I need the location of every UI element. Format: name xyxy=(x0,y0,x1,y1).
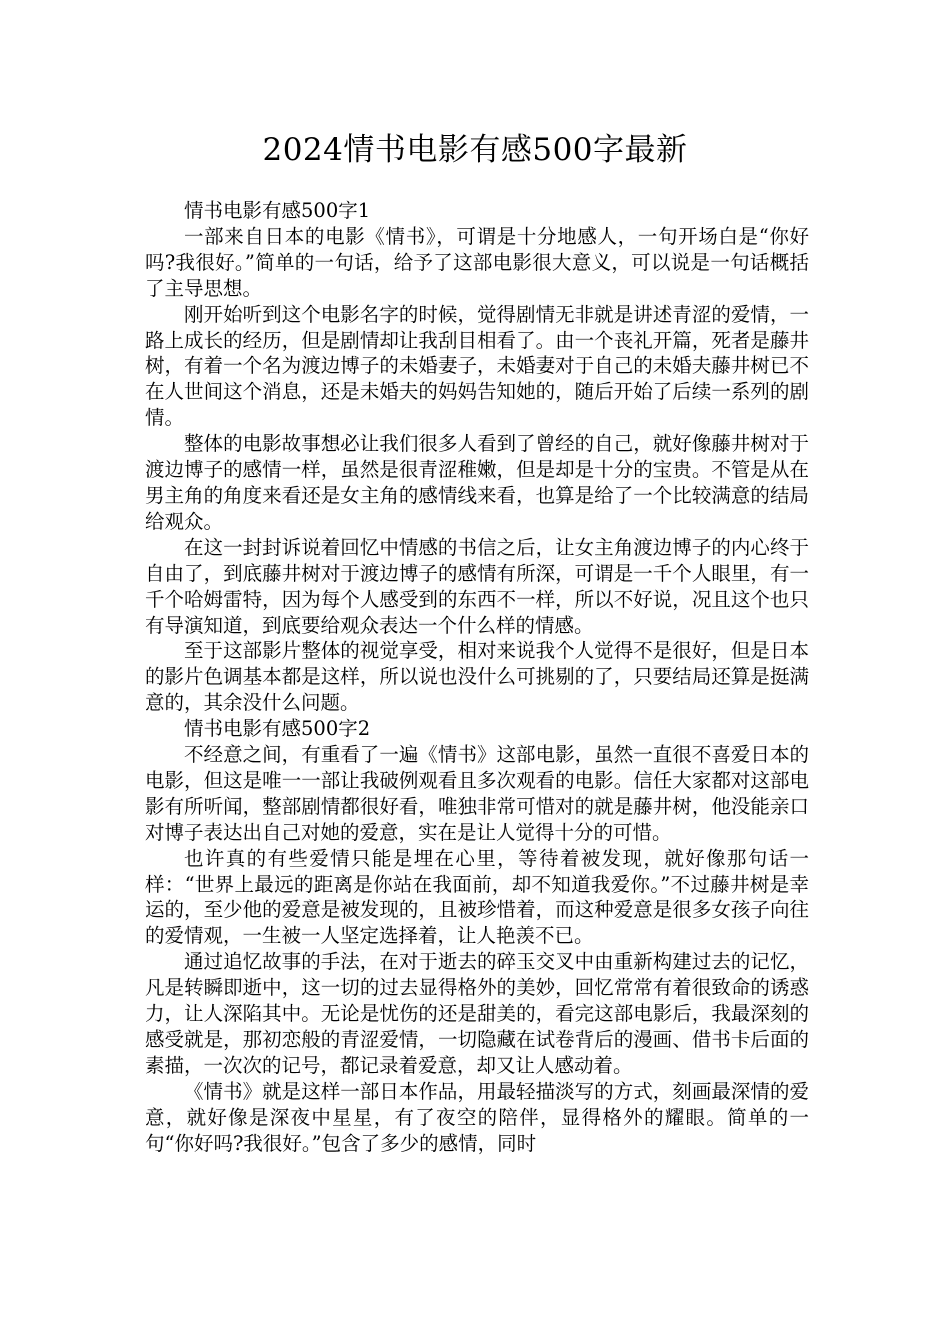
paragraph: 也许真的有些爱情只能是埋在心里，等待着被发现，就好像那句话一样：“世界上最远的距离是你站在我面前，却不知道我爱你。”不过藤井树是幸运的，至少他的爱意是被发现的，且被珍惜着，而这种爱意是很多女孩子向往的爱情观，一生被一人坚定选择着，让人艳羡不已。 xyxy=(145,846,809,948)
paragraph: 通过追忆故事的手法，在对于逝去的碎玉交叉中由重新构建过去的记忆，凡是转瞬即逝中，这一切的过去显得格外的美妙，回忆常常有着很致命的诱惑力，让人深陷其中。无论是忧伤的还是甜美的，看完这部电影后，我最深刻的感受就是，那初恋般的青涩爱情，一切隐藏在试卷背后的漫画、借书卡后面的素描，一次次的记号，都记录着爱意，却又让人感动着。 xyxy=(145,950,809,1077)
paragraph: 不经意之间，有重看了一遍《情书》这部电影，虽然一直很不喜爱日本的电影，但这是唯一一部让我破例观看且多次观看的电影。信任大家都对这部电影有所听闻，整部剧情都很好看，唯独非常可惜对的就是藤井树，他没能亲口对博子表达出自己对她的爱意，实在是让人觉得十分的可惜。 xyxy=(145,743,809,844)
document-body xyxy=(145,198,809,1157)
paragraph: 刚开始听到这个电影名字的时候，觉得剧情无非就是讲述青涩的爱情，一路上成长的经历，但是剧情却让我刮目相看了。由一个丧礼开篇，死者是藤井树，有着一个名为渡边博子的未婚妻子，未婚妻对于自己的未婚夫藤井树已不在人世间这个消息，还是未婚夫的妈妈告知她的，随后开始了后续一系列的剧情。 xyxy=(145,302,809,430)
paragraph: 《情书》就是这样一部日本作品，用最轻描淡写的方式，刻画最深情的爱意，就好像是深夜中星星，有了夜空的陪伴，显得格外的耀眼。简单的一句“你好吗?我很好。”包含了多少的感情，同时 xyxy=(145,1079,809,1155)
section-heading: 情书电影有感500字1 xyxy=(184,199,371,222)
page-title: 2024情书电影有感500字最新 xyxy=(262,132,688,168)
paragraph: 一部来自日本的电影《情书》，可谓是十分地感人，一句开场白是“你好吗?我很好。”简单的一句话，给予了这部电影很大意义，可以说是一句话概括了主导思想。 xyxy=(145,224,809,300)
paragraph: 在这一封封诉说着回忆中情感的书信之后，让女主角渡边博子的内心终于自由了，到底藤井树对于渡边博子的感情有所深，可谓是一千个人眼里，有一千个哈姆雷特，因为每个人感受到的东西不一样，所以不好说，况且这个也只有导演知道，到底要给观众表达一个什么样的情感。 xyxy=(145,535,809,637)
paragraph: 整体的电影故事想必让我们很多人看到了曾经的自己，就好像藤井树对于渡边博子的感情一样，虽然是很青涩稚嫩，但是却是十分的宝贵。不管是从在男主角的角度来看还是女主角的感情线来看，也算是给了一个比较满意的结局给观众。 xyxy=(145,432,809,533)
section-heading: 情书电影有感500字2 xyxy=(184,717,371,741)
paragraph: 至于这部影片整体的视觉享受，相对来说我个人觉得不是很好，但是日本的影片色调基本都是这样，所以说也没什么可挑剔的了，只要结局还算是挺满意的，其余没什么问题。 xyxy=(145,639,809,715)
